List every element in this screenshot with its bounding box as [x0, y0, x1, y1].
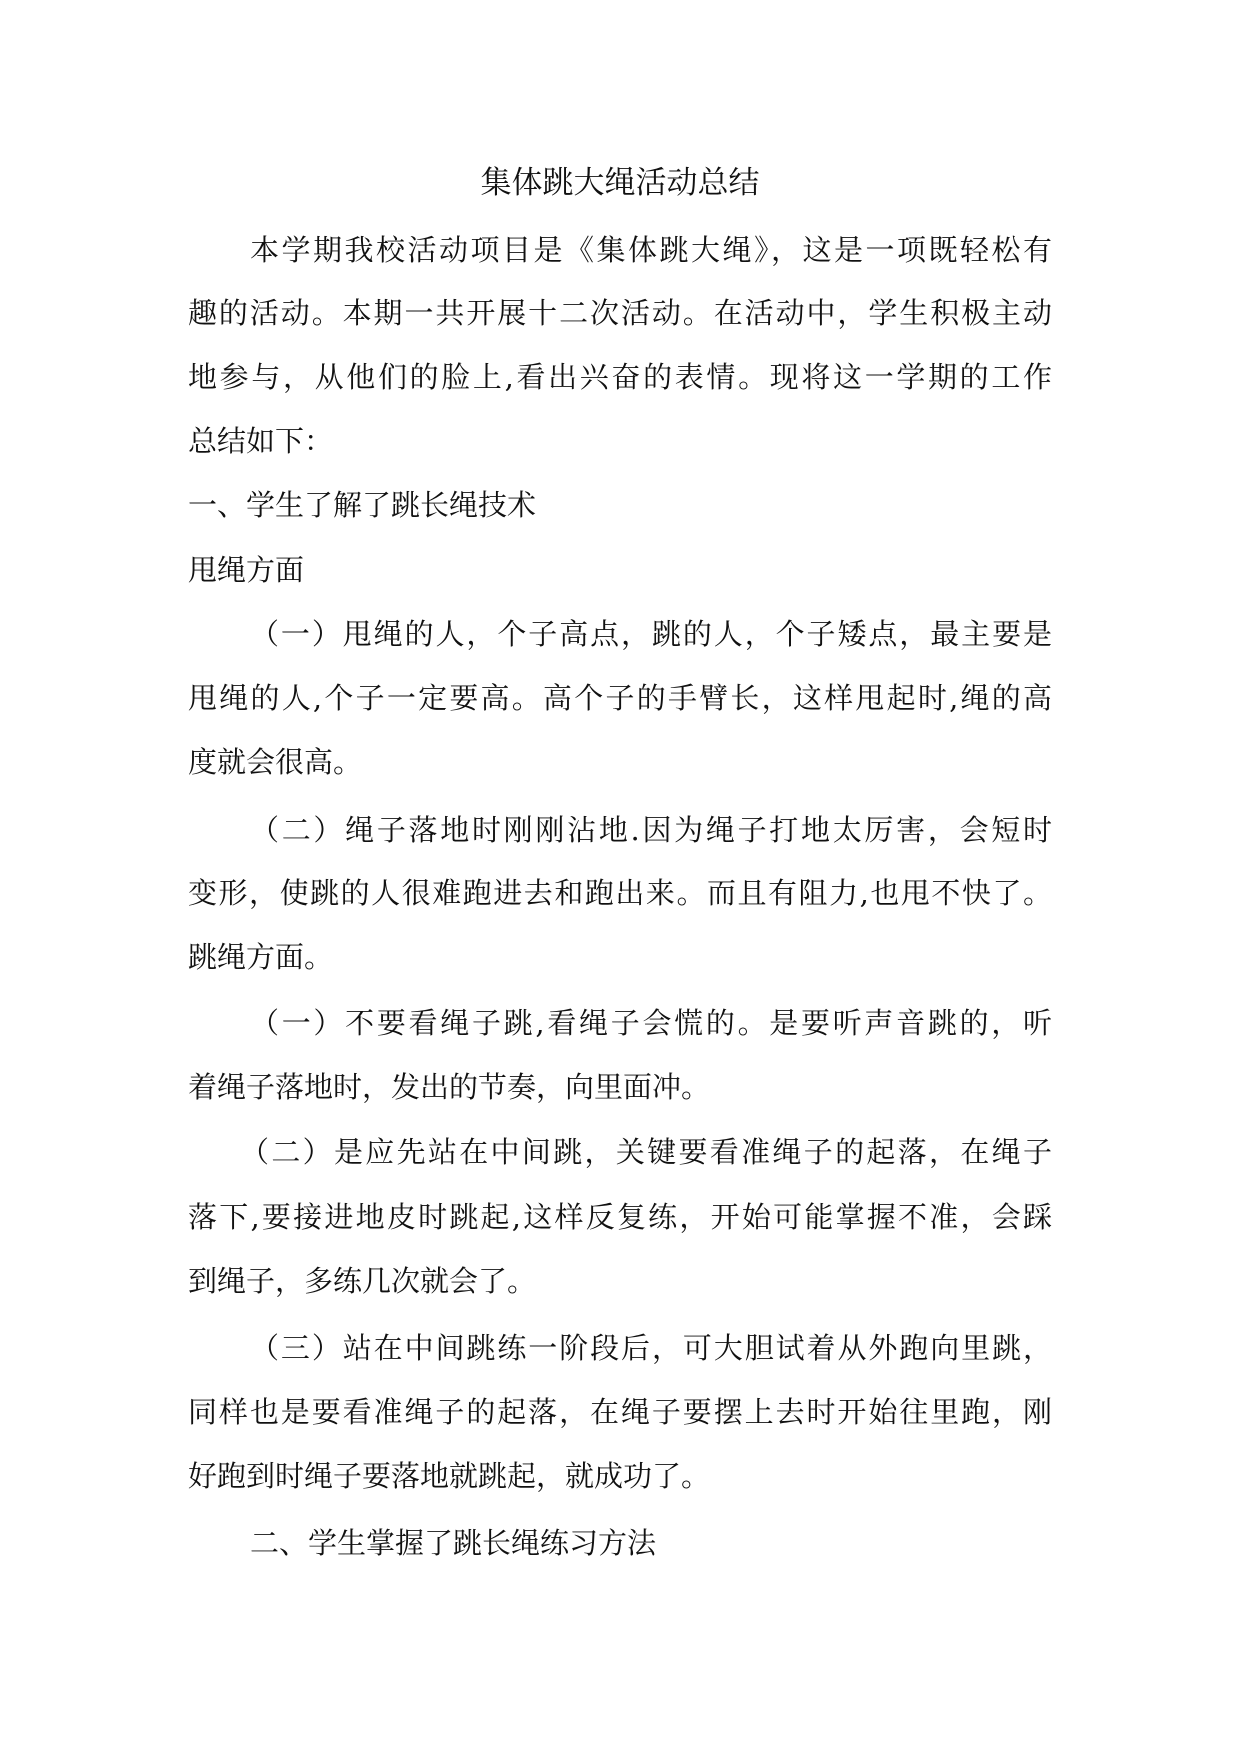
body-line: （二）绳子落地时刚刚沾地.因为绳子打地太厉害，会短时: [250, 813, 1052, 847]
body-line: 变形，使跳的人很难跑进去和跑出来。而且有阻力,也甩不快了。: [188, 876, 1052, 910]
section-heading: 一、学生了解了跳长绳技术: [188, 488, 537, 522]
body-line: （三）站在中间跳练一阶段后，可大胆试着从外跑向里跳，: [250, 1331, 1052, 1365]
body-line: 同样也是要看准绳子的起落，在绳子要摆上去时开始往里跑，刚: [188, 1395, 1052, 1429]
body-line: 落下,要接进地皮时跳起,这样反复练，开始可能掌握不准，会踩: [188, 1200, 1052, 1234]
body-line: 到绳子，多练几次就会了。: [188, 1264, 537, 1298]
body-line: 着绳子落地时，发出的节奏，向里面冲。: [188, 1070, 711, 1104]
body-line: 趣的活动。本期一共开展十二次活动。在活动中，学生积极主动: [188, 296, 1052, 330]
body-line: （一）不要看绳子跳,看绳子会慌的。是要听声音跳的，听: [250, 1006, 1052, 1040]
body-line: 甩绳的人,个子一定要高。高个子的手臂长，这样甩起时,绳的高: [188, 681, 1052, 715]
body-line: 好跑到时绳子要落地就跳起，就成功了。: [188, 1459, 711, 1493]
subsection-heading: 跳绳方面。: [188, 940, 334, 974]
body-line: 本学期我校活动项目是《集体跳大绳》，这是一项既轻松有: [250, 233, 1052, 267]
subsection-heading: 甩绳方面: [188, 553, 305, 587]
body-line: （二）是应先站在中间跳，关键要看准绳子的起落，在绳子: [240, 1135, 1052, 1169]
body-line: 地参与，从他们的脸上,看出兴奋的表情。现将这一学期的工作: [188, 360, 1052, 394]
body-line: （一）甩绳的人，个子高点，跳的人，个子矮点，最主要是: [250, 617, 1052, 651]
body-line: 总结如下：: [188, 424, 334, 458]
body-line: 度就会很高。: [188, 745, 363, 779]
section-heading: 二、学生掌握了跳长绳练习方法: [250, 1526, 657, 1560]
document-title: 集体跳大绳活动总结: [480, 165, 760, 201]
